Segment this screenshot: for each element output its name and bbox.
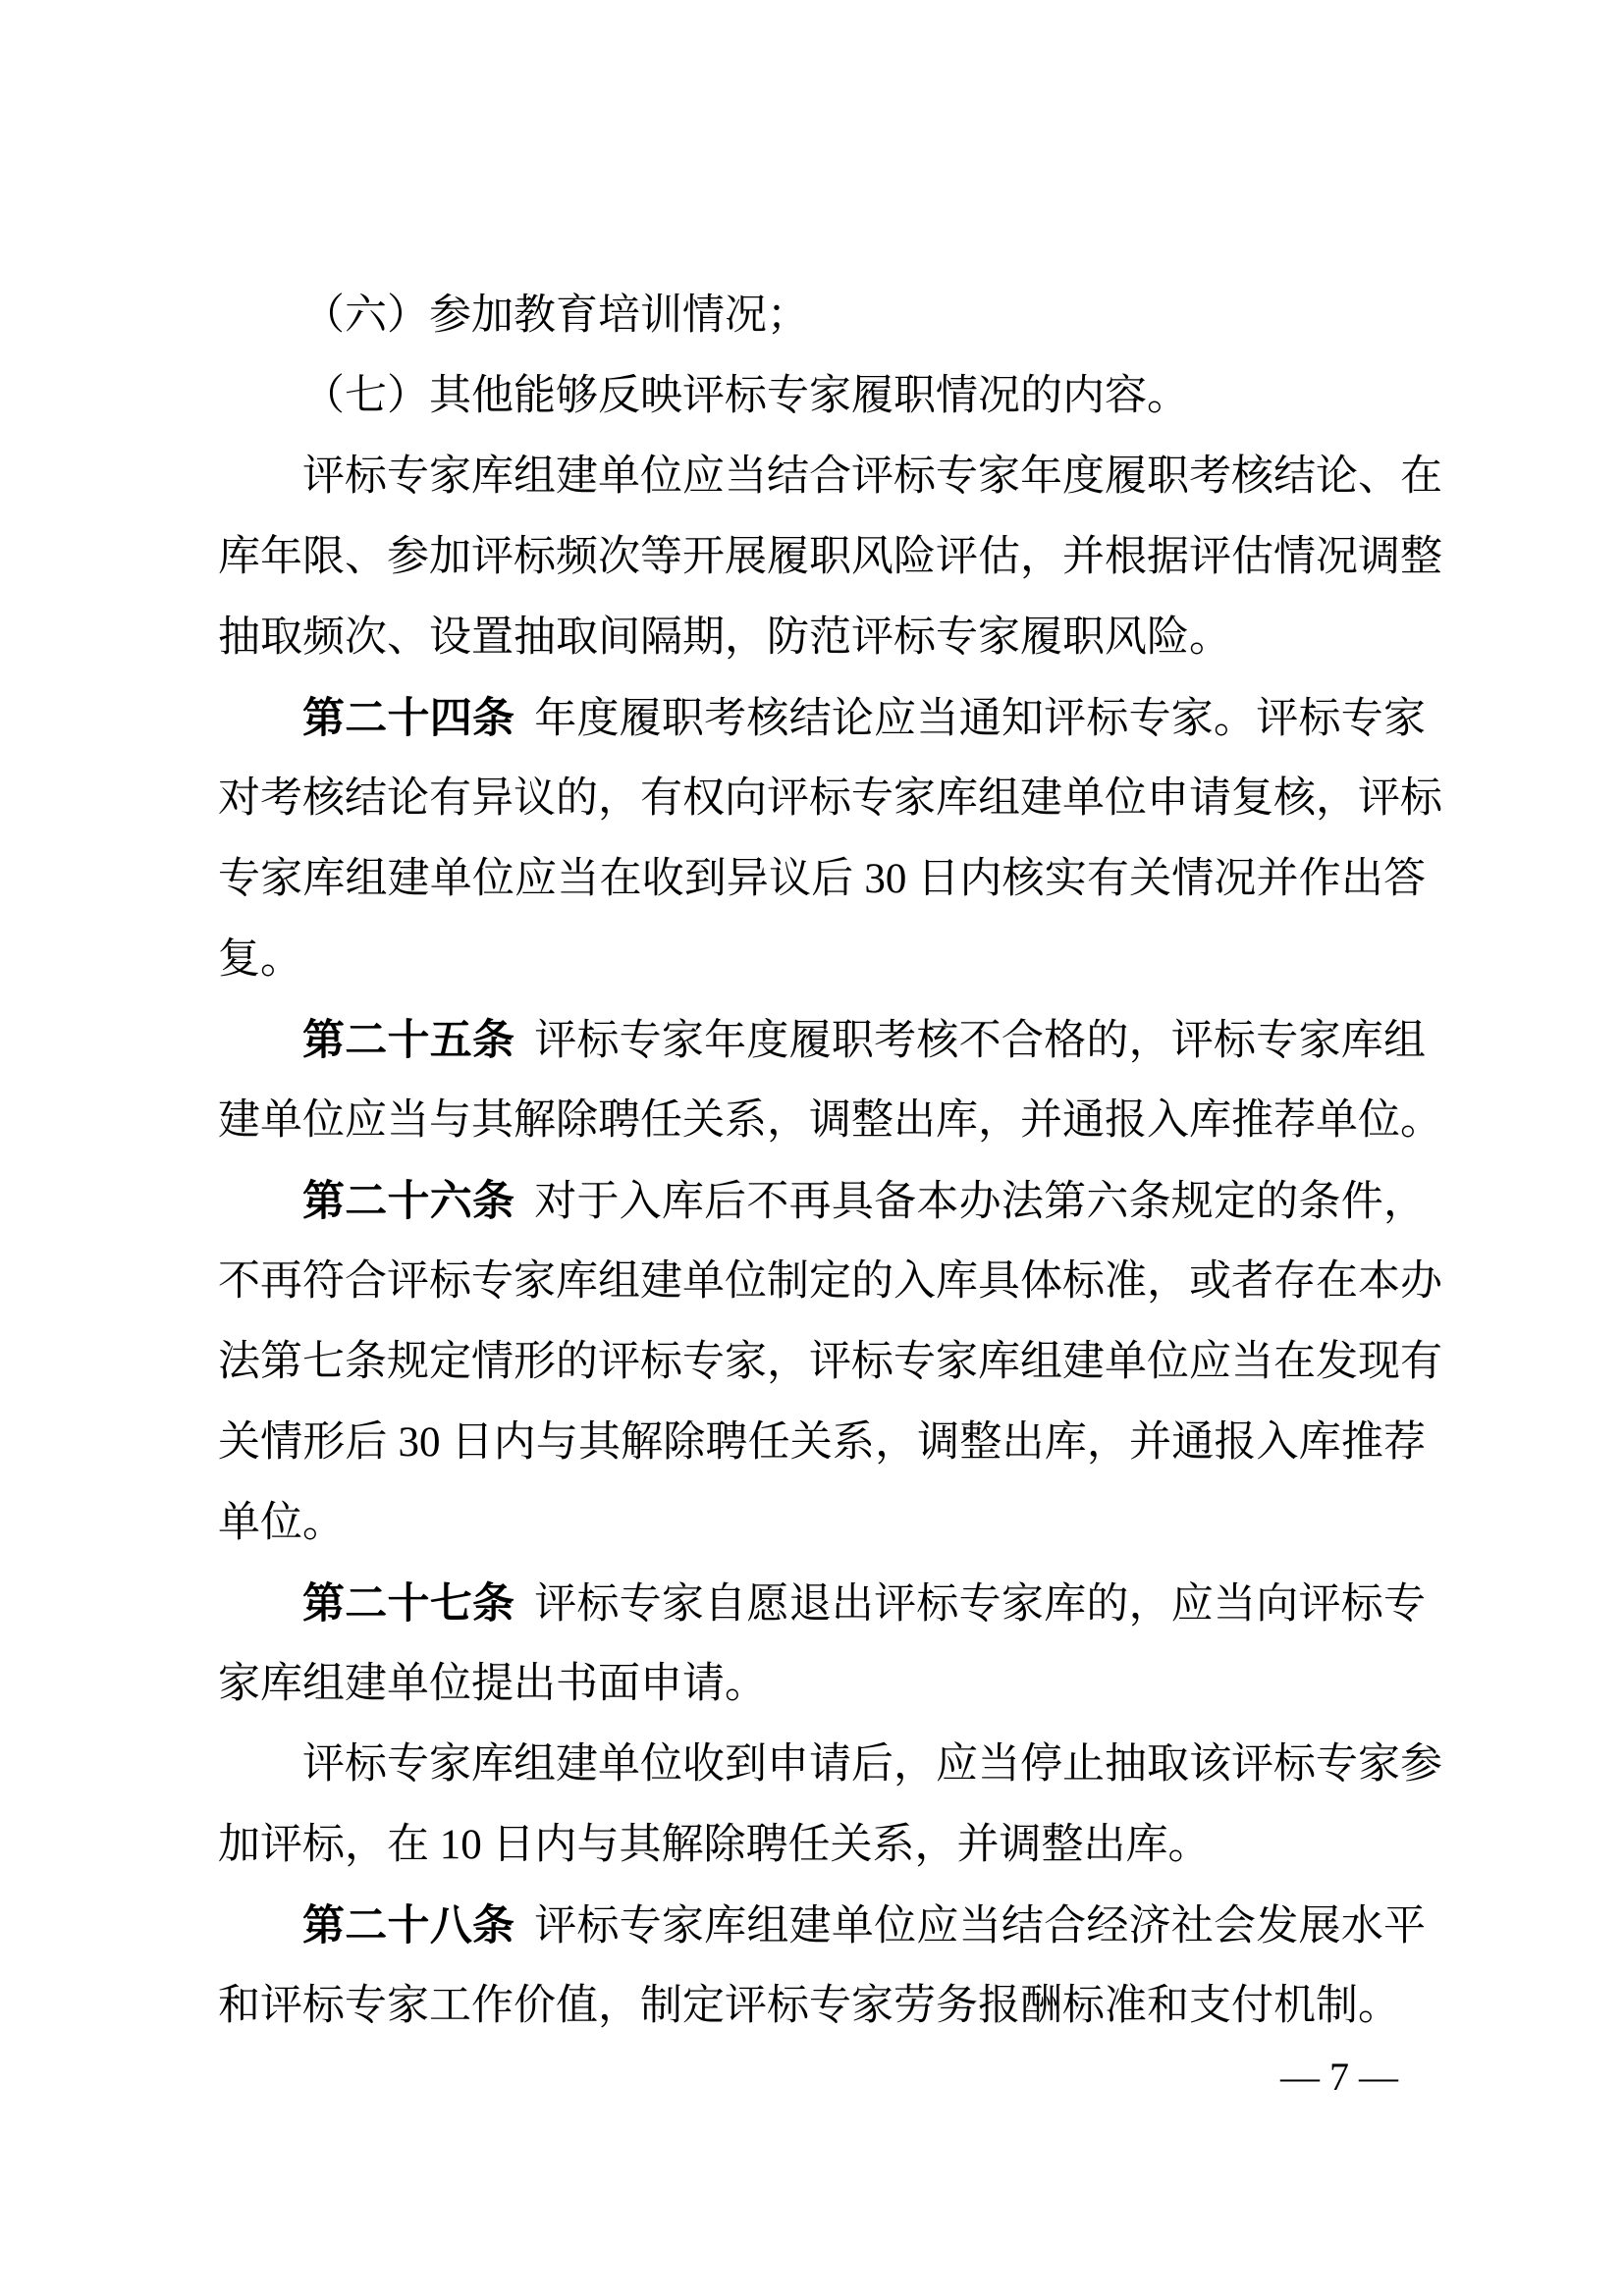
- page-number: — 7 —: [1280, 2055, 1398, 2099]
- text-block: [218, 276, 1442, 2102]
- text-line: 评标专家库组建单位应当结合评标专家年度履职考核结论、在: [302, 454, 1442, 500]
- article-text: 年度履职考核结论应当通知评标专家。评标专家: [534, 696, 1427, 742]
- article-number-label: 第二十五条: [302, 1017, 515, 1064]
- text-line: 法第七条规定情形的评标专家，评标专家库组建单位应当在发现有: [218, 1339, 1442, 1385]
- text-line: [218, 1886, 1426, 1966]
- text-line: （六）参加教育培训情况；: [302, 293, 809, 339]
- text-line: 对考核结论有异议的，有权向评标专家库组建单位申请复核，评标: [218, 775, 1442, 822]
- text-line: 加评标，在 10 日内与其解除聘任关系，并调整出库。: [218, 1822, 1211, 1868]
- text-line: 抽取频次、设置抽取间隔期，防范评标专家履职风险。: [218, 614, 1231, 661]
- text-line: 复。: [218, 936, 302, 983]
- text-line: （七）其他能够反映评标专家履职情况的内容。: [302, 373, 1189, 419]
- text-line: [218, 1161, 1426, 1242]
- text-line: 建单位应当与其解除聘任关系，调整出库，并通报入库推荐单位。: [218, 1097, 1442, 1144]
- article-text: 评标专家自愿退出评标专家库的，应当向评标专: [534, 1581, 1427, 1628]
- text-line: 关情形后 30 日内与其解除聘任关系，调整出库，并通报入库推荐: [218, 1419, 1426, 1466]
- text-line: 库年限、参加评标频次等开展履职风险评估，并根据评估情况调整: [218, 534, 1442, 580]
- article-number-label: 第二十六条: [302, 1178, 515, 1225]
- text-line: 不再符合评标专家库组建单位制定的入库具体标准，或者存在本办: [218, 1258, 1442, 1305]
- article-number-label: 第二十八条: [302, 1902, 515, 1949]
- text-line: [218, 1000, 1426, 1081]
- text-line: [218, 1564, 1426, 1644]
- text-line: 专家库组建单位应当在收到异议后 30 日内核实有关情况并作出答: [218, 856, 1426, 902]
- text-line: [218, 678, 1426, 759]
- text-line: 评标专家库组建单位收到申请后，应当停止抽取该评标专家参: [302, 1741, 1442, 1788]
- article-text: 评标专家年度履职考核不合格的，评标专家库组: [534, 1018, 1427, 1064]
- article-text: 对于入库后不再具备本办法第六条规定的条件，: [534, 1179, 1427, 1225]
- article-number-label: 第二十四条: [302, 695, 515, 742]
- text-line: 家库组建单位提出书面申请。: [218, 1661, 767, 1707]
- text-line: 单位。: [218, 1500, 345, 1546]
- article-number-label: 第二十七条: [302, 1580, 515, 1628]
- text-line: 和评标专家工作价值，制定评标专家劳务报酬标准和支付机制。: [218, 1983, 1400, 2029]
- article-text: 评标专家库组建单位应当结合经济社会发展水平: [534, 1903, 1427, 1949]
